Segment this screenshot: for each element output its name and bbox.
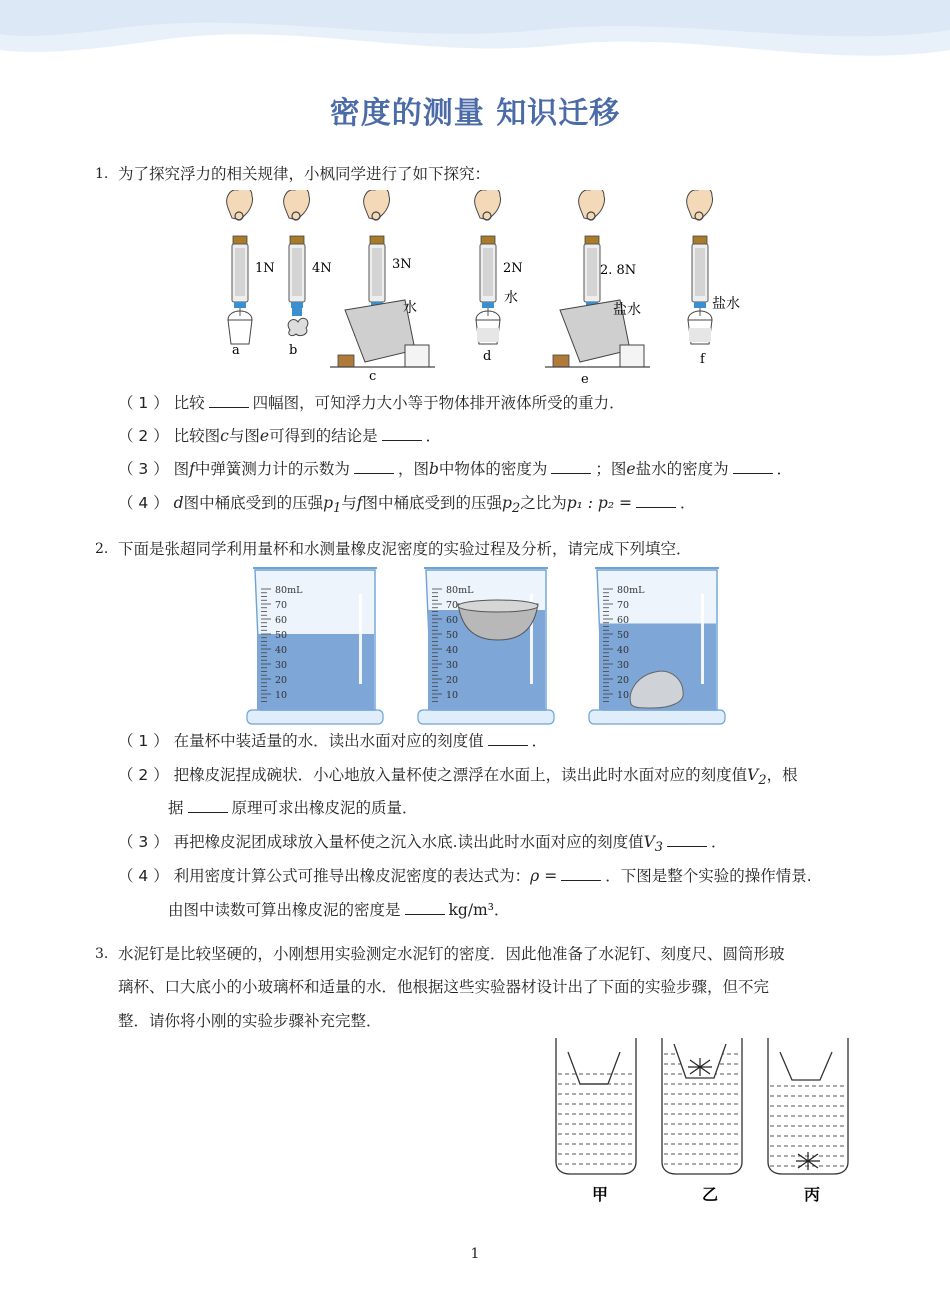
q3-label-yi: 乙 (702, 1185, 719, 1204)
q1-sub1: （ 1 ） 比较 四幅图，可知浮力大小等于物体排开液体所受的重力． (118, 394, 625, 412)
q1-reading-d: 2N (503, 261, 523, 276)
measuring-cup-1 (247, 568, 383, 724)
q2-figure-measuring-cups (245, 564, 730, 729)
page-title: 密度的测量 知识迁移 (329, 96, 621, 131)
q2-sub3: （ 3 ） 再把橡皮泥团成球放入量杯使之沉入水底.读出此时水面对应的刻度值$V_3$ ． (118, 833, 727, 856)
scale-label: 80mL (275, 585, 303, 596)
scale-label: 20 (617, 675, 630, 686)
q1-sub4: （ 4 ） d图中桶底受到的压强$p_1$与f图中桶底受到的压强$p_2$之比为p₁ : p₂ = ． (118, 494, 696, 517)
q1-reading-c: 3N (392, 257, 412, 272)
scale-label: 70 (446, 600, 459, 611)
header-wave-decoration (0, 0, 950, 80)
scale-label: 80mL (617, 585, 645, 596)
q3-number: 3. (95, 946, 109, 962)
measuring-cup-3 (589, 568, 725, 724)
q3-line3: 整．请你将小刚的实验步骤补充完整． (118, 1012, 382, 1030)
q1-liquid-e: 盐水 (613, 302, 641, 318)
scale-label: 40 (617, 645, 630, 656)
q2-stem: 下面是张超同学利用量杯和水测量橡皮泥密度的实验过程及分析，请完成下列填空． (118, 540, 692, 558)
q1-label-b: b (289, 343, 298, 358)
scale-label: 70 (275, 600, 288, 611)
q1-label-c: c (369, 369, 377, 384)
q2-sub2: （ 2 ） 把橡皮泥捏成碗状．小心地放入量杯使之漂浮在水面上，读出此时水面对应的刻度值$V_2$，根 (118, 766, 798, 789)
q1-reading-e: 2. 8N (600, 263, 637, 278)
scale-label: 10 (446, 690, 459, 701)
q2-sub4-cont: 由图中读数可算出橡皮泥的密度是 kg/m³． (168, 901, 510, 919)
q2-number: 2. (95, 541, 109, 557)
scale-label: 10 (617, 690, 630, 701)
scale-label: 80mL (446, 585, 474, 596)
q1-liquid-c: 水 (403, 300, 417, 316)
scale-label: 60 (617, 615, 630, 626)
scale-label: 50 (446, 630, 459, 641)
scale-label: 50 (617, 630, 630, 641)
page-number: 1 (470, 1246, 480, 1262)
scale-label: 40 (275, 645, 288, 656)
q1-label-e: e (581, 372, 589, 387)
scale-label: 20 (275, 675, 288, 686)
scale-label: 30 (617, 660, 630, 671)
q2-sub4: （ 4 ） 利用密度计算公式可推导出橡皮泥密度的表达式为：ρ = ．下图是整个实验的操作情景. (118, 867, 812, 885)
scale-label: 60 (446, 615, 459, 626)
scale-label: 50 (275, 630, 288, 641)
q1-figure-spring-scales (220, 190, 760, 390)
q3-label-bing: 丙 (804, 1185, 821, 1204)
q3-label-jia: 甲 (592, 1185, 609, 1204)
scale-label: 60 (275, 615, 288, 626)
q1-liquid-d: 水 (504, 290, 518, 306)
scale-label: 30 (275, 660, 288, 671)
measuring-cup-2 (418, 568, 554, 724)
q1-reading-a: 1N (255, 261, 275, 276)
q3-line2: 璃杯、口大底小的小玻璃杯和适量的水．他根据这些实验器材设计出了下面的实验步骤，但不完 (118, 978, 770, 996)
q2-sub1: （ 1 ） 在量杯中装适量的水．读出水面对应的刻度值 ． (118, 732, 548, 750)
q1-stem: 为了探究浮力的相关规律，小枫同学进行了如下探究： (118, 165, 491, 183)
q3-figure-glasses (550, 1034, 860, 1209)
scale-label: 10 (275, 690, 288, 701)
scale-label: 70 (617, 600, 630, 611)
scale-label: 20 (446, 675, 459, 686)
q1-sub2: （ 2 ） 比较图c与图e可得到的结论是 ． (118, 427, 442, 445)
q1-liquid-f: 盐水 (712, 296, 740, 312)
q1-number: 1. (95, 166, 109, 182)
q1-label-a: a (232, 343, 240, 358)
q2-sub2-cont: 据 原理可求出橡皮泥的质量． (168, 799, 418, 817)
q1-label-f: f (700, 352, 705, 367)
q1-reading-b: 4N (312, 261, 332, 276)
scale-label: 40 (446, 645, 459, 656)
q1-sub3: （ 3 ） 图f中弹簧测力计的示数为 ，图b中物体的密度为 ；图e盐水的密度为 ． (118, 460, 793, 478)
q1-label-d: d (483, 349, 492, 364)
q3-line1: 水泥钉是比较坚硬的，小刚想用实验测定水泥钉的密度．因此他准备了水泥钉、刻度尺、圆筒形玻 (118, 945, 785, 963)
scale-label: 30 (446, 660, 459, 671)
